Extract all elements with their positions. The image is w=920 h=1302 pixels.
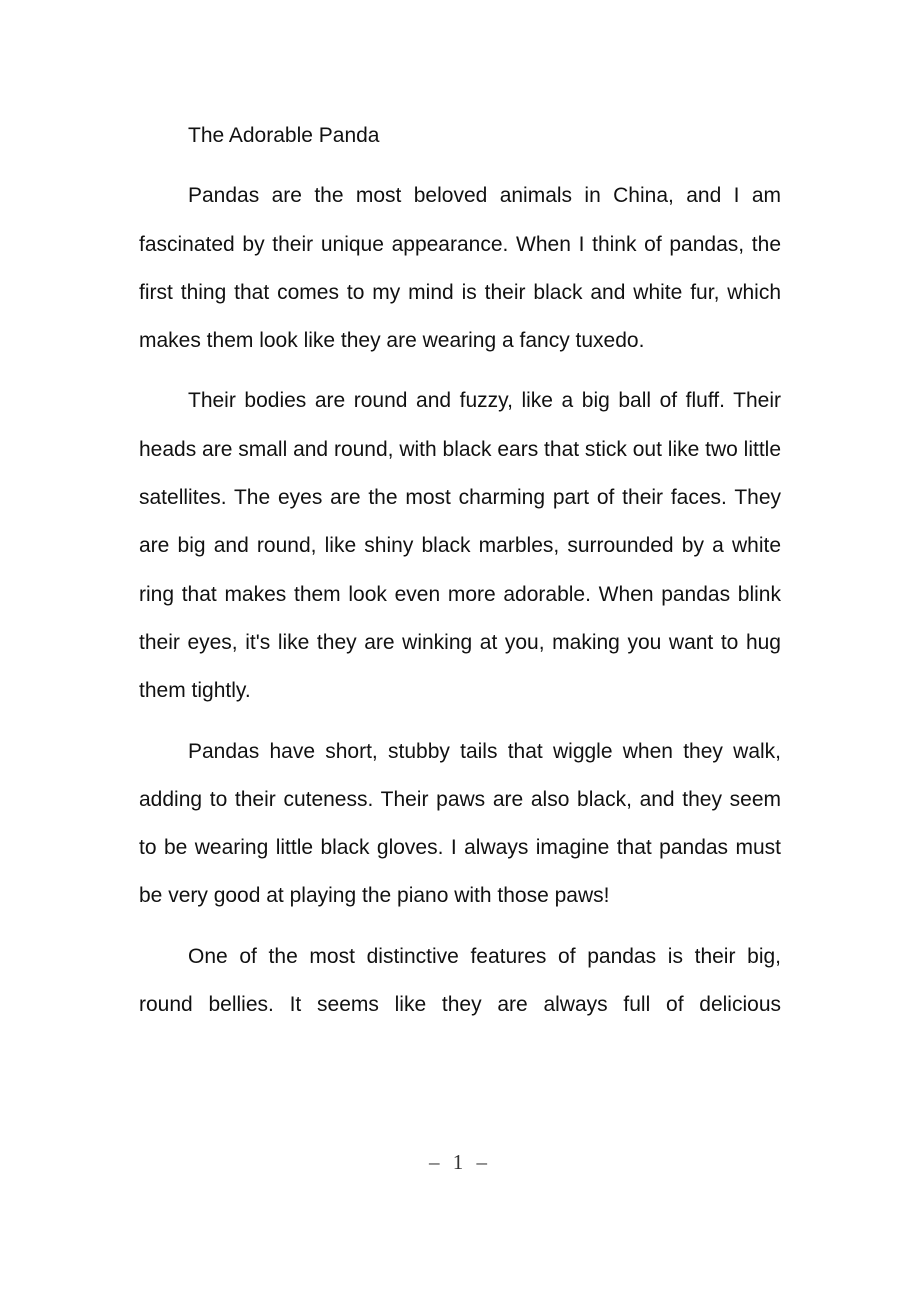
document-body [139, 112, 781, 1041]
document-title: The Adorable Panda [188, 124, 380, 147]
paragraph-2: Their bodies are round and fuzzy, like a big ball of fluff. Their heads are small and round, with black ears that stick out like two little satellites. The eyes are the most charming part of their faces. They are big and round, like shiny black marbles, surrounded by a white ring that makes them look even more adorable. When pandas blink their eyes, it's like they are winking at you, making you want to hug them tightly. [139, 389, 781, 703]
paragraph-3: Pandas have short, stubby tails that wiggle when they walk, adding to their cuteness. Their paws are also black, and they seem to be wearing little black gloves. I always imagine that pandas must be very good at playing the piano with those paws! [139, 739, 781, 908]
page-number: – 1 – [429, 1150, 491, 1174]
paragraph-4: One of the most distinctive features of pandas is their big, round bellies. It seems like they are always full of delicious [139, 944, 781, 1017]
paragraph-1: Pandas are the most beloved animals in China, and I am fascinated by their unique appearance. When I think of pandas, the first thing that comes to my mind is their black and white fur, which makes them look like they are wearing a fancy tuxedo. [139, 184, 781, 353]
